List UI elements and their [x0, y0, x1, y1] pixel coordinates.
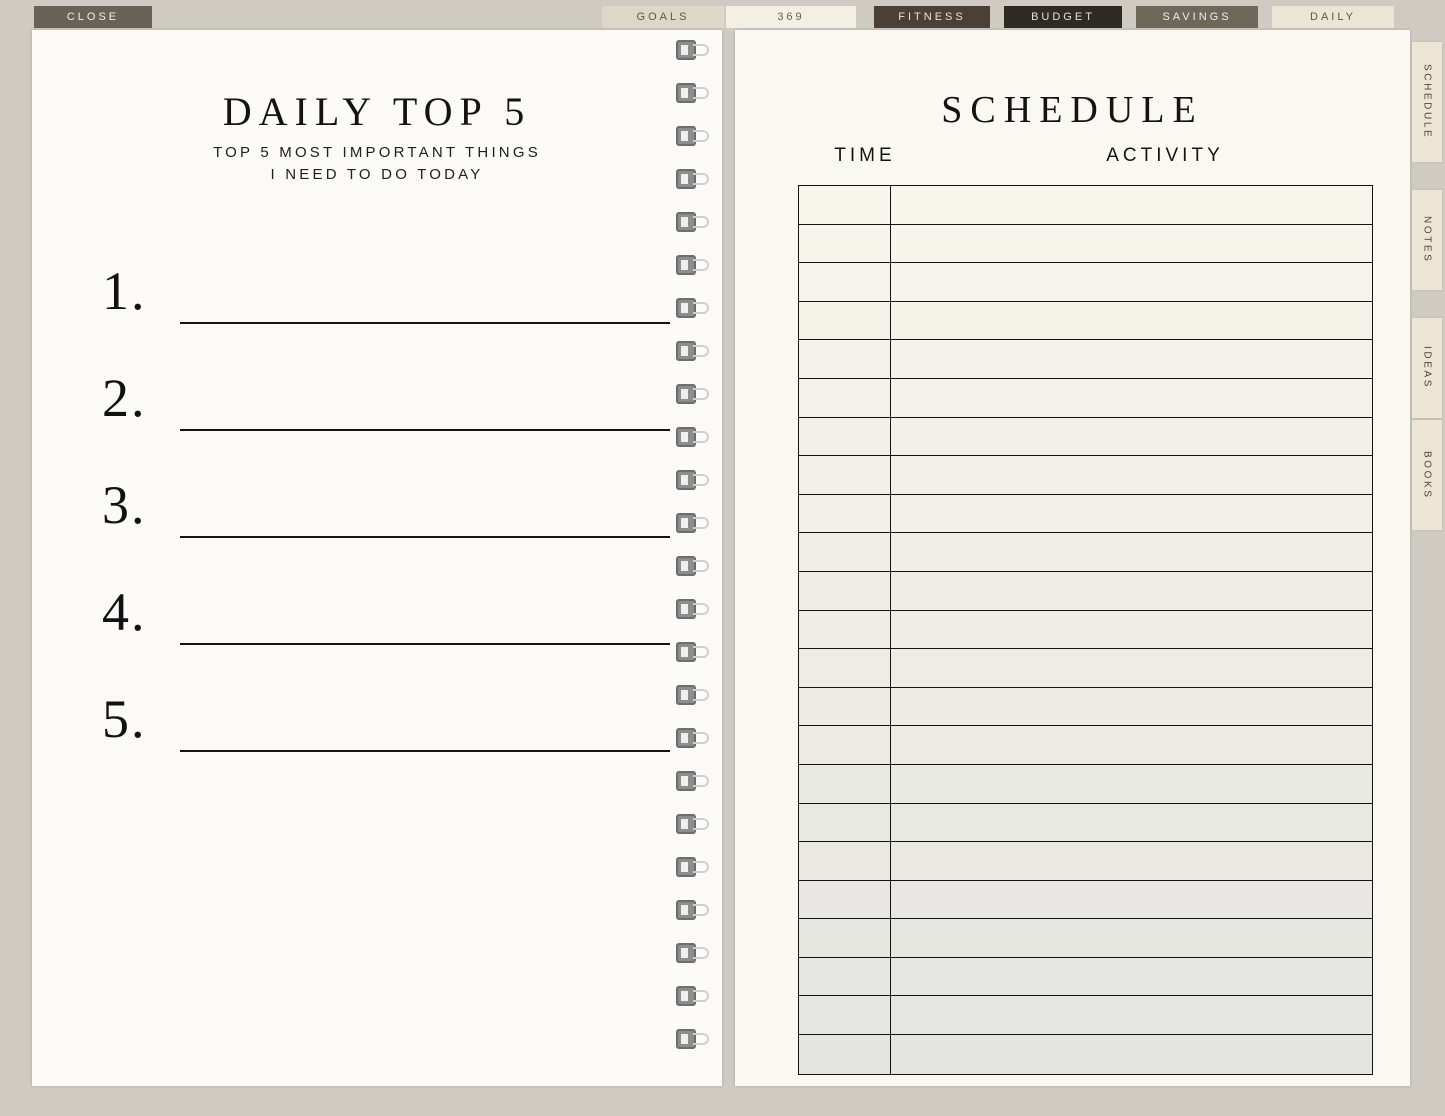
schedule-activity-cell[interactable]: [891, 649, 1372, 687]
spiral-ring: [676, 685, 710, 705]
column-header-time: TIME: [834, 145, 896, 166]
schedule-activity-cell[interactable]: [891, 302, 1372, 340]
schedule-row[interactable]: [799, 1035, 1372, 1074]
top-tab-bar: [0, 0, 1445, 28]
schedule-activity-cell[interactable]: [891, 688, 1372, 726]
top5-item-line[interactable]: [180, 750, 670, 752]
schedule-time-cell[interactable]: [799, 881, 891, 919]
schedule-row[interactable]: [799, 186, 1372, 225]
schedule-time-cell[interactable]: [799, 225, 891, 263]
schedule-row[interactable]: [799, 225, 1372, 264]
spiral-ring: [676, 40, 710, 60]
subtitle-line-2: I NEED TO DO TODAY: [270, 166, 484, 183]
spiral-ring: [676, 255, 710, 275]
schedule-row[interactable]: [799, 996, 1372, 1035]
schedule-activity-cell[interactable]: [891, 225, 1372, 263]
side-tab-ideas[interactable]: IDEAS: [1412, 318, 1442, 418]
schedule-row[interactable]: [799, 495, 1372, 534]
top5-item[interactable]: [102, 581, 682, 688]
page-subtitle: [32, 142, 722, 186]
schedule-row[interactable]: [799, 379, 1372, 418]
tab-savings[interactable]: SAVINGS: [1136, 6, 1258, 28]
top5-item-line[interactable]: [180, 429, 670, 431]
top5-item[interactable]: [102, 367, 682, 474]
schedule-activity-cell[interactable]: [891, 842, 1372, 880]
top5-item-number: 3.: [102, 475, 147, 535]
spiral-ring: [676, 728, 710, 748]
schedule-time-cell[interactable]: [799, 418, 891, 456]
schedule-time-cell[interactable]: [799, 186, 891, 224]
schedule-activity-cell[interactable]: [891, 572, 1372, 610]
spiral-ring: [676, 513, 710, 533]
schedule-row[interactable]: [799, 765, 1372, 804]
schedule-activity-cell[interactable]: [891, 340, 1372, 378]
tab-daily[interactable]: DAILY: [1272, 6, 1394, 28]
schedule-activity-cell[interactable]: [891, 919, 1372, 957]
schedule-time-cell[interactable]: [799, 804, 891, 842]
schedule-activity-cell[interactable]: [891, 533, 1372, 571]
schedule-activity-cell[interactable]: [891, 765, 1372, 803]
spiral-ring: [676, 427, 710, 447]
schedule-activity-cell[interactable]: [891, 611, 1372, 649]
spiral-binding-left: [676, 30, 731, 1086]
schedule-activity-cell[interactable]: [891, 418, 1372, 456]
spiral-ring: [676, 83, 710, 103]
top5-item-line[interactable]: [180, 322, 670, 324]
schedule-time-cell[interactable]: [799, 302, 891, 340]
spiral-ring: [676, 1029, 710, 1049]
schedule-row[interactable]: [799, 302, 1372, 341]
schedule-time-cell[interactable]: [799, 572, 891, 610]
spiral-ring: [676, 470, 710, 490]
schedule-row[interactable]: [799, 804, 1372, 843]
page-title: DAILY TOP 5: [222, 89, 532, 134]
schedule-time-cell[interactable]: [799, 649, 891, 687]
schedule-row[interactable]: [799, 340, 1372, 379]
schedule-row[interactable]: [799, 263, 1372, 302]
side-tab-books[interactable]: BOOKS: [1412, 420, 1442, 530]
schedule-row[interactable]: [799, 726, 1372, 765]
top5-item-line[interactable]: [180, 643, 670, 645]
tab-fitness[interactable]: FITNESS: [874, 6, 990, 28]
top5-item-number: 1.: [102, 261, 147, 321]
schedule-activity-cell[interactable]: [891, 1035, 1372, 1074]
schedule-row[interactable]: [799, 572, 1372, 611]
schedule-row[interactable]: [799, 649, 1372, 688]
schedule-time-cell[interactable]: [799, 533, 891, 571]
schedule-time-cell[interactable]: [799, 726, 891, 764]
top5-list: [102, 260, 682, 795]
schedule-row[interactable]: [799, 456, 1372, 495]
top5-item-number: 4.: [102, 582, 147, 642]
spiral-ring: [676, 900, 710, 920]
schedule-time-cell[interactable]: [799, 919, 891, 957]
schedule-time-cell[interactable]: [799, 456, 891, 494]
spiral-ring: [676, 341, 710, 361]
spiral-ring: [676, 212, 710, 232]
schedule-row[interactable]: [799, 688, 1372, 727]
schedule-title: SCHEDULE: [941, 89, 1204, 131]
schedule-activity-cell[interactable]: [891, 186, 1372, 224]
top5-item-line[interactable]: [180, 536, 670, 538]
spiral-ring: [676, 943, 710, 963]
schedule-activity-cell[interactable]: [891, 456, 1372, 494]
spiral-ring: [676, 771, 710, 791]
schedule-row[interactable]: [799, 418, 1372, 457]
schedule-activity-cell[interactable]: [891, 996, 1372, 1034]
schedule-time-cell[interactable]: [799, 379, 891, 417]
top5-item[interactable]: [102, 260, 682, 367]
schedule-row[interactable]: [799, 958, 1372, 997]
schedule-activity-cell[interactable]: [891, 495, 1372, 533]
subtitle-line-1: TOP 5 MOST IMPORTANT THINGS: [213, 144, 541, 161]
spiral-ring: [676, 599, 710, 619]
schedule-time-cell[interactable]: [799, 263, 891, 301]
tab-budget[interactable]: BUDGET: [1004, 6, 1122, 28]
spiral-ring: [676, 986, 710, 1006]
schedule-row[interactable]: [799, 533, 1372, 572]
tab-goals[interactable]: GOALS: [602, 6, 724, 28]
spiral-ring: [676, 384, 710, 404]
schedule-time-cell[interactable]: [799, 611, 891, 649]
schedule-activity-cell[interactable]: [891, 958, 1372, 996]
side-tab-notes[interactable]: NOTES: [1412, 190, 1442, 290]
schedule-time-cell[interactable]: [799, 765, 891, 803]
schedule-time-cell[interactable]: [799, 958, 891, 996]
tab-close[interactable]: CLOSE: [34, 6, 152, 28]
schedule-time-cell[interactable]: [799, 340, 891, 378]
schedule-activity-cell[interactable]: [891, 726, 1372, 764]
top5-item[interactable]: [102, 474, 682, 581]
top5-item[interactable]: [102, 688, 682, 795]
left-page: [32, 30, 722, 1086]
schedule-activity-cell[interactable]: [891, 379, 1372, 417]
tab-369[interactable]: 369: [726, 6, 856, 28]
spiral-ring: [676, 298, 710, 318]
schedule-time-cell[interactable]: [799, 996, 891, 1034]
schedule-time-cell[interactable]: [799, 1035, 891, 1074]
spiral-ring: [676, 857, 710, 877]
top5-item-number: 5.: [102, 689, 147, 749]
schedule-activity-cell[interactable]: [891, 804, 1372, 842]
schedule-time-cell[interactable]: [799, 842, 891, 880]
spiral-ring: [676, 814, 710, 834]
spiral-ring: [676, 169, 710, 189]
schedule-row[interactable]: [799, 611, 1372, 650]
schedule-time-cell[interactable]: [799, 688, 891, 726]
schedule-activity-cell[interactable]: [891, 881, 1372, 919]
spiral-ring: [676, 642, 710, 662]
column-header-activity: ACTIVITY: [1106, 145, 1224, 166]
schedule-table: [798, 185, 1373, 1075]
spiral-ring: [676, 556, 710, 576]
schedule-row[interactable]: [799, 919, 1372, 958]
top5-item-number: 2.: [102, 368, 147, 428]
schedule-time-cell[interactable]: [799, 495, 891, 533]
side-tab-schedule[interactable]: SCHEDULE: [1412, 42, 1442, 162]
schedule-row[interactable]: [799, 881, 1372, 920]
schedule-row[interactable]: [799, 842, 1372, 881]
spiral-ring: [676, 126, 710, 146]
schedule-activity-cell[interactable]: [891, 263, 1372, 301]
schedule-column-headers: [735, 145, 1410, 175]
right-page: [735, 30, 1410, 1086]
